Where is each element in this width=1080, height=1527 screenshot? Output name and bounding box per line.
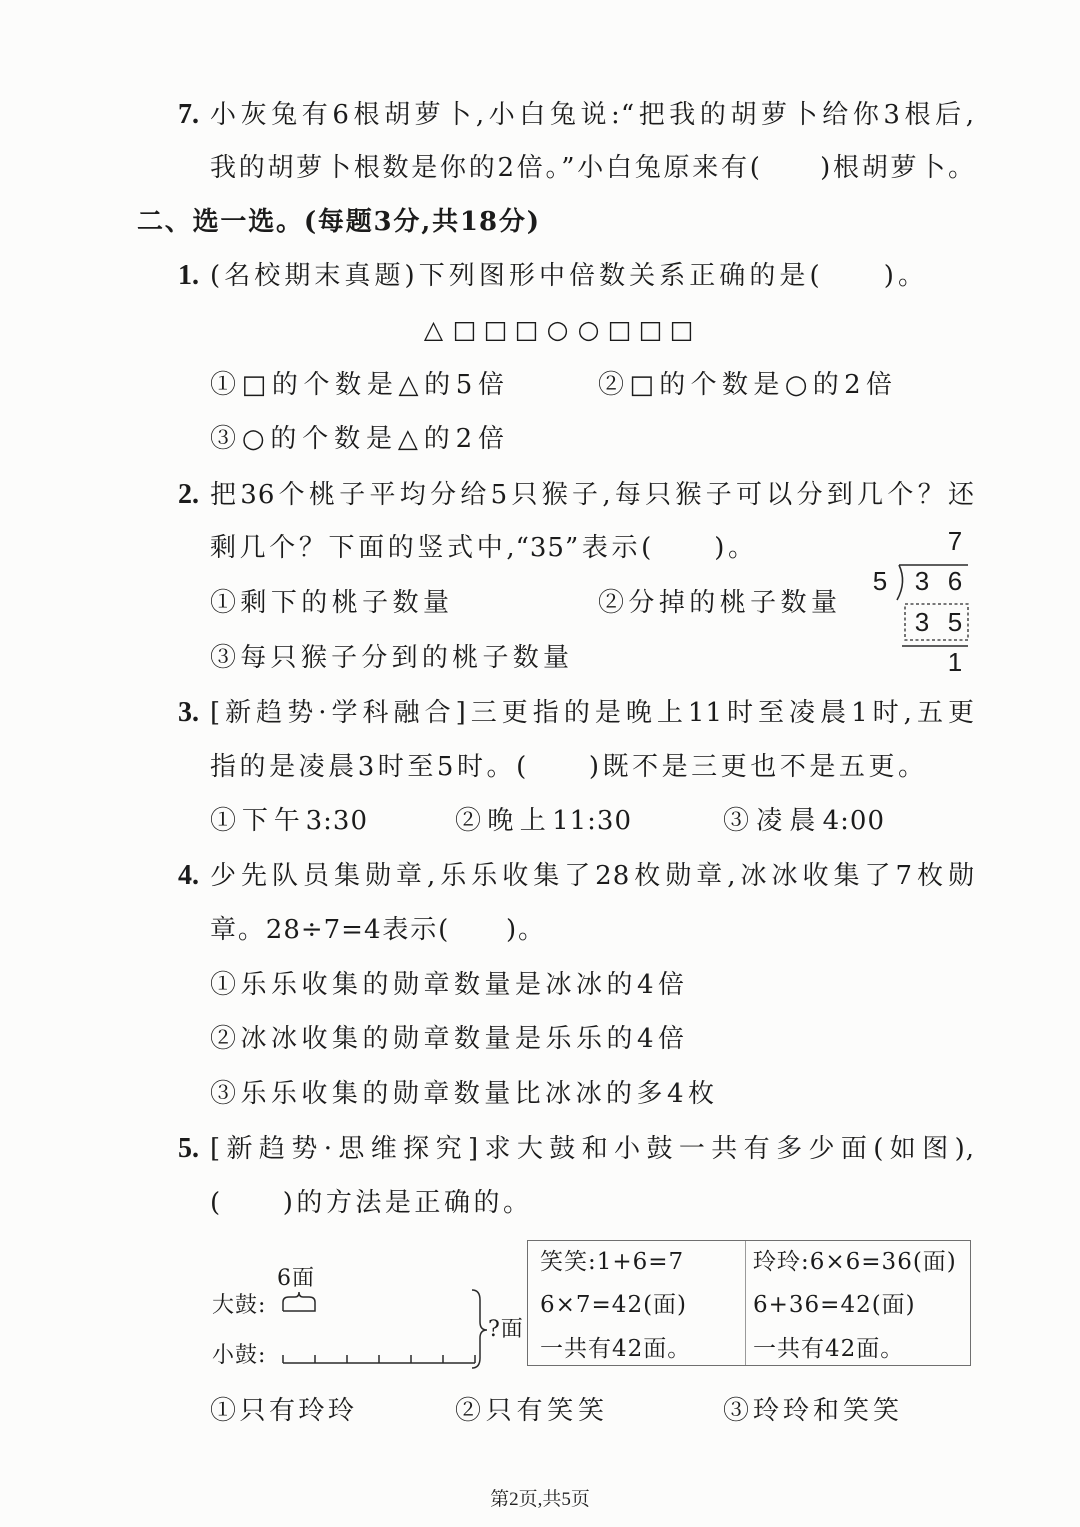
question-1-option: ③○的个数是△的2倍 — [210, 424, 505, 454]
question-3-line: [新趋势·学科融合]三更指的是晚上11时至凌晨1时,五更 — [210, 698, 975, 728]
lingling-method-line: 6+36=42(面) — [753, 1292, 916, 1318]
question-2-option: ①剩下的桃子数量 — [210, 588, 450, 618]
question-5-number: 5. — [178, 1133, 199, 1164]
square-shape: □ — [452, 315, 477, 344]
square-shape: □ — [638, 315, 663, 344]
lingling-method-line: 玲玲:6×6=36(面) — [753, 1249, 957, 1275]
division-quotient: 7 — [947, 526, 963, 556]
question-7-line: 小灰兔有6根胡萝卜,小白兔说:“把我的胡萝卜给你3根后, — [210, 100, 975, 130]
question-4-number: 4. — [178, 860, 199, 891]
circle-shape: ○ — [546, 315, 569, 344]
triangle-shape: △ — [423, 315, 444, 344]
question-7-line: 我的胡萝卜根数是你的2倍。”小白兔原来有( )根胡萝卜。 — [210, 153, 975, 183]
question-5-line: ( )的方法是正确的。 — [210, 1188, 530, 1218]
division-dividend-digit: 3 — [914, 566, 930, 596]
division-product-digit: 3 — [914, 607, 930, 637]
question-4-option: ①乐乐收集的勋章数量是冰冰的4倍 — [210, 970, 685, 1000]
question-4-line: 章。28÷7=4表示( )。 — [210, 915, 545, 945]
question-1-line: (名校期末真题)下列图形中倍数关系正确的是( )。 — [210, 261, 925, 291]
question-3-option: ③凌晨4:00 — [723, 806, 885, 836]
section-2-title: 二、选一选。(每题3分,共18分) — [137, 207, 540, 237]
question-5-option: ②只有笑笑 — [455, 1396, 605, 1426]
division-divisor: 5 — [872, 566, 888, 596]
xiaoxiao-method-line: 一共有42面。 — [540, 1336, 692, 1362]
big-drum-label: 大鼓: — [212, 1293, 267, 1318]
question-3-line: 指的是凌晨3时至5时。( )既不是三更也不是五更。 — [210, 752, 925, 782]
question-2-line: 剩几个？下面的竖式中,“35”表示( )。 — [210, 533, 755, 563]
question-1-option: ①□的个数是△的5倍 — [210, 370, 505, 400]
xiaoxiao-method-line: 6×7=42(面) — [540, 1292, 688, 1318]
question-5-line: [新趋势·思维探究]求大鼓和小鼓一共有多少面(如图), — [210, 1134, 975, 1164]
shape-row — [418, 310, 697, 350]
question-3-number: 3. — [178, 697, 199, 728]
division-product-digit: 5 — [947, 607, 963, 637]
big-drum-segment — [283, 1292, 315, 1311]
question-2-number: 2. — [178, 479, 199, 510]
square-shape: □ — [483, 315, 508, 344]
drum-diagram — [283, 1290, 487, 1368]
question-1-number: 1. — [178, 260, 199, 291]
question-2-line: 把36个桃子平均分给5只猴子,每只猴子可以分到几个？还 — [210, 480, 975, 510]
table-divider — [745, 1241, 746, 1365]
square-shape: □ — [514, 315, 539, 344]
question-4-line: 少先队员集勋章,乐乐收集了28枚勋章,冰冰收集了7枚勋 — [210, 861, 975, 891]
question-7-number: 7. — [178, 99, 199, 130]
division-bracket — [897, 565, 903, 600]
big-drum-count-label: 6面 — [277, 1266, 315, 1291]
question-4-option: ③乐乐收集的勋章数量比冰冰的多4枚 — [210, 1079, 715, 1109]
total-brace — [472, 1290, 487, 1368]
question-5-option: ①只有玲玲 — [210, 1396, 355, 1426]
question-3-option: ①下午3:30 — [210, 806, 368, 836]
page-footer: 第2页,共5页 — [490, 1489, 590, 1510]
question-2-option: ③每只猴子分到的桃子数量 — [210, 643, 570, 673]
methods-table — [527, 1240, 971, 1366]
question-2-option: ②分掉的桃子数量 — [598, 588, 838, 618]
circle-shape: ○ — [577, 315, 600, 344]
square-shape: □ — [607, 315, 632, 344]
question-5-option: ③玲玲和笑笑 — [723, 1396, 900, 1426]
question-3-option: ②晚上11:30 — [455, 806, 632, 836]
xiaoxiao-method-line: 笑笑:1+6=7 — [540, 1249, 685, 1275]
division-remainder: 1 — [947, 647, 963, 677]
square-shape: □ — [669, 315, 694, 344]
division-dividend-digit: 6 — [947, 566, 963, 596]
question-4-option: ②冰冰收集的勋章数量是乐乐的4倍 — [210, 1024, 685, 1054]
question-1-option: ②□的个数是○的2倍 — [598, 370, 893, 400]
lingling-method-line: 一共有42面。 — [753, 1336, 905, 1362]
total-unknown-label: ?面 — [488, 1317, 524, 1342]
small-drum-label: 小鼓: — [212, 1343, 267, 1368]
